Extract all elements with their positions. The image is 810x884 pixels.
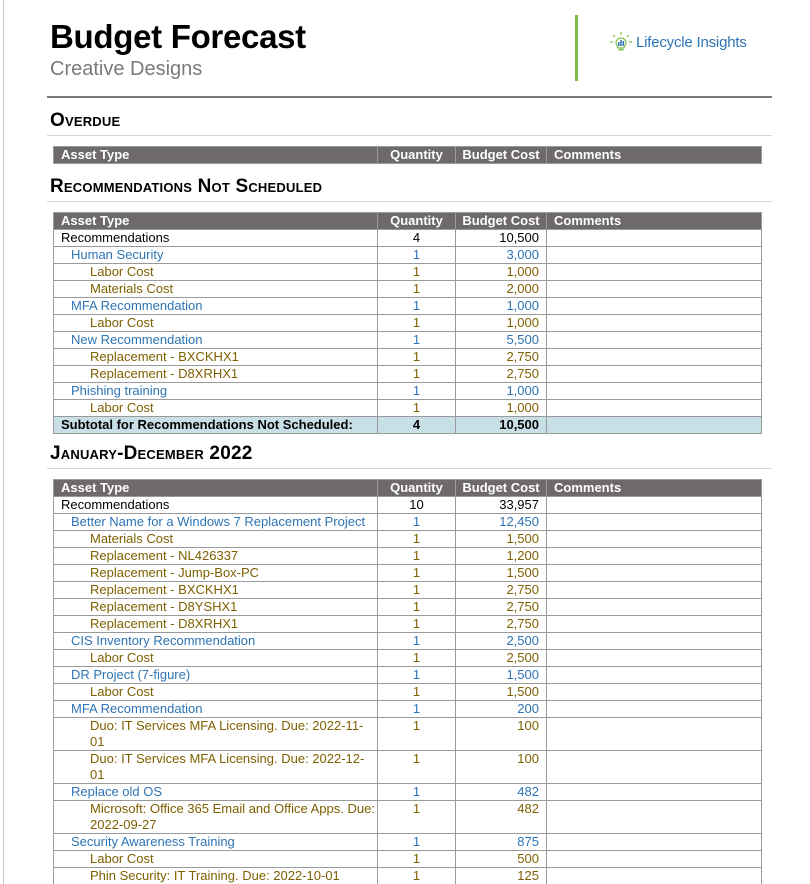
asset-name-cell: Labor Cost	[54, 684, 378, 701]
comments-cell	[547, 281, 762, 298]
lifecycle-insights-logo	[608, 31, 747, 53]
logo-text: Lifecycle Insights	[636, 33, 747, 51]
comments-cell	[547, 315, 762, 332]
comments-cell	[547, 417, 762, 434]
lightbulb-chart-icon	[608, 31, 634, 53]
table-2022	[53, 479, 762, 884]
budget-cost-cell: 1,200	[456, 548, 547, 565]
budget-cost-cell: 482	[456, 784, 547, 801]
asset-name-cell: Microsoft: Office 365 Email and Office Apps. Due: 2022-09-27	[54, 801, 378, 834]
asset-name-cell: Labor Cost	[54, 650, 378, 667]
section-title-overdue: Overdue	[50, 110, 121, 131]
asset-name-cell: Replacement - NL426337	[54, 548, 378, 565]
subtotal-cost: 10,500	[456, 417, 547, 434]
asset-name-cell: Recommendations	[54, 230, 378, 247]
table-row	[54, 851, 762, 868]
comments-cell	[547, 718, 762, 751]
comments-cell	[547, 701, 762, 718]
table-2022-viewport	[0, 479, 810, 884]
comments-cell	[547, 230, 762, 247]
comments-cell	[547, 784, 762, 801]
asset-name-cell: Materials Cost	[54, 531, 378, 548]
col-budget-cost: Budget Cost	[456, 480, 547, 497]
quantity-cell: 1	[378, 784, 456, 801]
quantity-cell: 1	[378, 667, 456, 684]
asset-name-cell: Duo: IT Services MFA Licensing. Due: 2022-12-01	[54, 751, 378, 784]
asset-name-cell: Labor Cost	[54, 315, 378, 332]
table-row	[54, 315, 762, 332]
subtotal-quantity: 4	[378, 417, 456, 434]
quantity-cell: 1	[378, 801, 456, 834]
col-quantity: Quantity	[378, 480, 456, 497]
asset-name-cell: MFA Recommendation	[54, 701, 378, 718]
budget-cost-cell: 1,500	[456, 531, 547, 548]
quantity-cell: 1	[378, 650, 456, 667]
asset-name-cell: Labor Cost	[54, 851, 378, 868]
asset-name-cell: Recommendations	[54, 497, 378, 514]
col-budget-cost: Budget Cost	[456, 213, 547, 230]
overdue-table	[53, 146, 762, 164]
table-row	[54, 834, 762, 851]
table-row	[54, 349, 762, 366]
quantity-cell: 1	[378, 718, 456, 751]
table-row	[54, 247, 762, 264]
asset-name-cell: Security Awareness Training	[54, 834, 378, 851]
asset-name-cell: DR Project (7-figure)	[54, 667, 378, 684]
budget-cost-cell: 12,450	[456, 514, 547, 531]
comments-cell	[547, 514, 762, 531]
asset-name-cell: CIS Inventory Recommendation	[54, 633, 378, 650]
asset-name-cell: Phin Security: IT Training. Due: 2022-10-01	[54, 868, 378, 884]
comments-cell	[547, 582, 762, 599]
asset-name-cell: Duo: IT Services MFA Licensing. Due: 2022-11-01	[54, 718, 378, 751]
budget-cost-cell: 33,957	[456, 497, 547, 514]
budget-cost-cell: 2,500	[456, 650, 547, 667]
table-row	[54, 298, 762, 315]
budget-cost-cell: 2,750	[456, 349, 547, 366]
asset-name-cell: Human Security	[54, 247, 378, 264]
table-row	[54, 281, 762, 298]
quantity-cell: 1	[378, 851, 456, 868]
comments-cell	[547, 247, 762, 264]
section-rule	[47, 201, 772, 202]
asset-name-cell: Replacement - D8YSHX1	[54, 599, 378, 616]
comments-cell	[547, 497, 762, 514]
header-divider	[575, 15, 578, 81]
comments-cell	[547, 366, 762, 383]
quantity-cell: 1	[378, 701, 456, 718]
quantity-cell: 1	[378, 281, 456, 298]
comments-cell	[547, 599, 762, 616]
asset-name-cell: New Recommendation	[54, 332, 378, 349]
table-row	[54, 650, 762, 667]
quantity-cell: 1	[378, 684, 456, 701]
budget-cost-cell: 100	[456, 751, 547, 784]
col-quantity: Quantity	[378, 147, 456, 164]
comments-cell	[547, 633, 762, 650]
quantity-cell: 1	[378, 298, 456, 315]
budget-cost-cell: 2,500	[456, 633, 547, 650]
quantity-cell: 1	[378, 531, 456, 548]
asset-name-cell: Replacement - BXCKHX1	[54, 582, 378, 599]
table-row	[54, 667, 762, 684]
comments-cell	[547, 531, 762, 548]
quantity-cell: 1	[378, 548, 456, 565]
quantity-cell: 1	[378, 366, 456, 383]
asset-name-cell: Replacement - D8XRHX1	[54, 366, 378, 383]
table-header-row	[54, 480, 762, 497]
section-title-not-scheduled: Recommendations Not Scheduled	[50, 176, 323, 197]
col-asset-type: Asset Type	[54, 147, 378, 164]
subtotal-label: Subtotal for Recommendations Not Scheduled:	[54, 417, 378, 434]
table-row	[54, 633, 762, 650]
comments-cell	[547, 565, 762, 582]
asset-name-cell: Labor Cost	[54, 264, 378, 281]
quantity-cell: 1	[378, 264, 456, 281]
budget-cost-cell: 482	[456, 801, 547, 834]
comments-cell	[547, 868, 762, 884]
budget-cost-cell: 1,000	[456, 298, 547, 315]
quantity-cell: 1	[378, 633, 456, 650]
table-row	[54, 599, 762, 616]
budget-cost-cell: 500	[456, 851, 547, 868]
budget-cost-cell: 2,750	[456, 616, 547, 633]
asset-name-cell: Better Name for a Windows 7 Replacement Project	[54, 514, 378, 531]
asset-name-cell: Replacement - BXCKHX1	[54, 349, 378, 366]
section-title-2022: January-December 2022	[50, 443, 253, 464]
quantity-cell: 1	[378, 582, 456, 599]
quantity-cell: 1	[378, 514, 456, 531]
asset-name-cell: MFA Recommendation	[54, 298, 378, 315]
table-row	[54, 383, 762, 400]
table-row	[54, 751, 762, 784]
budget-cost-cell: 2,750	[456, 599, 547, 616]
budget-cost-cell: 1,500	[456, 667, 547, 684]
comments-cell	[547, 298, 762, 315]
budget-cost-cell: 1,500	[456, 684, 547, 701]
comments-cell	[547, 834, 762, 851]
budget-cost-cell: 2,750	[456, 366, 547, 383]
budget-cost-cell: 2,750	[456, 582, 547, 599]
comments-cell	[547, 400, 762, 417]
table-row	[54, 332, 762, 349]
budget-cost-cell: 100	[456, 718, 547, 751]
table-row	[54, 868, 762, 884]
table-row	[54, 264, 762, 281]
quantity-cell: 1	[378, 616, 456, 633]
table-row	[54, 230, 762, 247]
quantity-cell: 1	[378, 834, 456, 851]
comments-cell	[547, 349, 762, 366]
budget-cost-cell: 875	[456, 834, 547, 851]
col-quantity: Quantity	[378, 213, 456, 230]
comments-cell	[547, 332, 762, 349]
budget-cost-cell: 1,000	[456, 400, 547, 417]
table-row	[54, 784, 762, 801]
comments-cell	[547, 801, 762, 834]
budget-cost-cell: 10,500	[456, 230, 547, 247]
report-title: Budget Forecast	[50, 18, 306, 55]
table-row	[54, 514, 762, 531]
asset-name-cell: Phishing training	[54, 383, 378, 400]
asset-name-cell: Materials Cost	[54, 281, 378, 298]
col-asset-type: Asset Type	[54, 213, 378, 230]
budget-cost-cell: 5,500	[456, 332, 547, 349]
quantity-cell: 1	[378, 599, 456, 616]
col-asset-type: Asset Type	[54, 480, 378, 497]
comments-cell	[547, 616, 762, 633]
budget-cost-cell: 3,000	[456, 247, 547, 264]
asset-name-cell: Replacement - Jump-Box-PC	[54, 565, 378, 582]
comments-cell	[547, 684, 762, 701]
budget-cost-cell: 1,500	[456, 565, 547, 582]
table-header-row	[54, 213, 762, 230]
budget-cost-cell: 200	[456, 701, 547, 718]
table-row	[54, 366, 762, 383]
table-row	[54, 616, 762, 633]
table-header-row	[54, 147, 762, 164]
comments-cell	[547, 650, 762, 667]
table-row	[54, 400, 762, 417]
asset-name-cell: Replace old OS	[54, 784, 378, 801]
budget-cost-cell: 1,000	[456, 264, 547, 281]
subtotal-row	[54, 417, 762, 434]
quantity-cell: 4	[378, 230, 456, 247]
table-row	[54, 565, 762, 582]
report-header	[50, 0, 772, 97]
table-row	[54, 684, 762, 701]
table-row	[54, 548, 762, 565]
table-row	[54, 582, 762, 599]
comments-cell	[547, 383, 762, 400]
budget-cost-cell: 1,000	[456, 383, 547, 400]
table-row	[54, 531, 762, 548]
table-row	[54, 801, 762, 834]
comments-cell	[547, 751, 762, 784]
quantity-cell: 1	[378, 247, 456, 264]
header-rule	[47, 96, 772, 98]
col-budget-cost: Budget Cost	[456, 147, 547, 164]
quantity-cell: 1	[378, 315, 456, 332]
quantity-cell: 1	[378, 565, 456, 582]
budget-cost-cell: 2,000	[456, 281, 547, 298]
quantity-cell: 1	[378, 349, 456, 366]
asset-name-cell: Replacement - D8XRHX1	[54, 616, 378, 633]
quantity-cell: 1	[378, 868, 456, 884]
table-row	[54, 497, 762, 514]
section-rule	[47, 135, 772, 136]
section-rule	[47, 468, 772, 469]
comments-cell	[547, 851, 762, 868]
table-row	[54, 718, 762, 751]
col-comments: Comments	[547, 213, 762, 230]
comments-cell	[547, 548, 762, 565]
quantity-cell: 1	[378, 751, 456, 784]
client-name: Creative Designs	[50, 58, 203, 80]
quantity-cell: 10	[378, 497, 456, 514]
budget-cost-cell: 1,000	[456, 315, 547, 332]
asset-name-cell: Labor Cost	[54, 400, 378, 417]
comments-cell	[547, 264, 762, 281]
quantity-cell: 1	[378, 400, 456, 417]
quantity-cell: 1	[378, 332, 456, 349]
col-comments: Comments	[547, 147, 762, 164]
col-comments: Comments	[547, 480, 762, 497]
table-row	[54, 701, 762, 718]
comments-cell	[547, 667, 762, 684]
budget-cost-cell: 125	[456, 868, 547, 884]
quantity-cell: 1	[378, 383, 456, 400]
not-scheduled-table	[53, 212, 762, 434]
